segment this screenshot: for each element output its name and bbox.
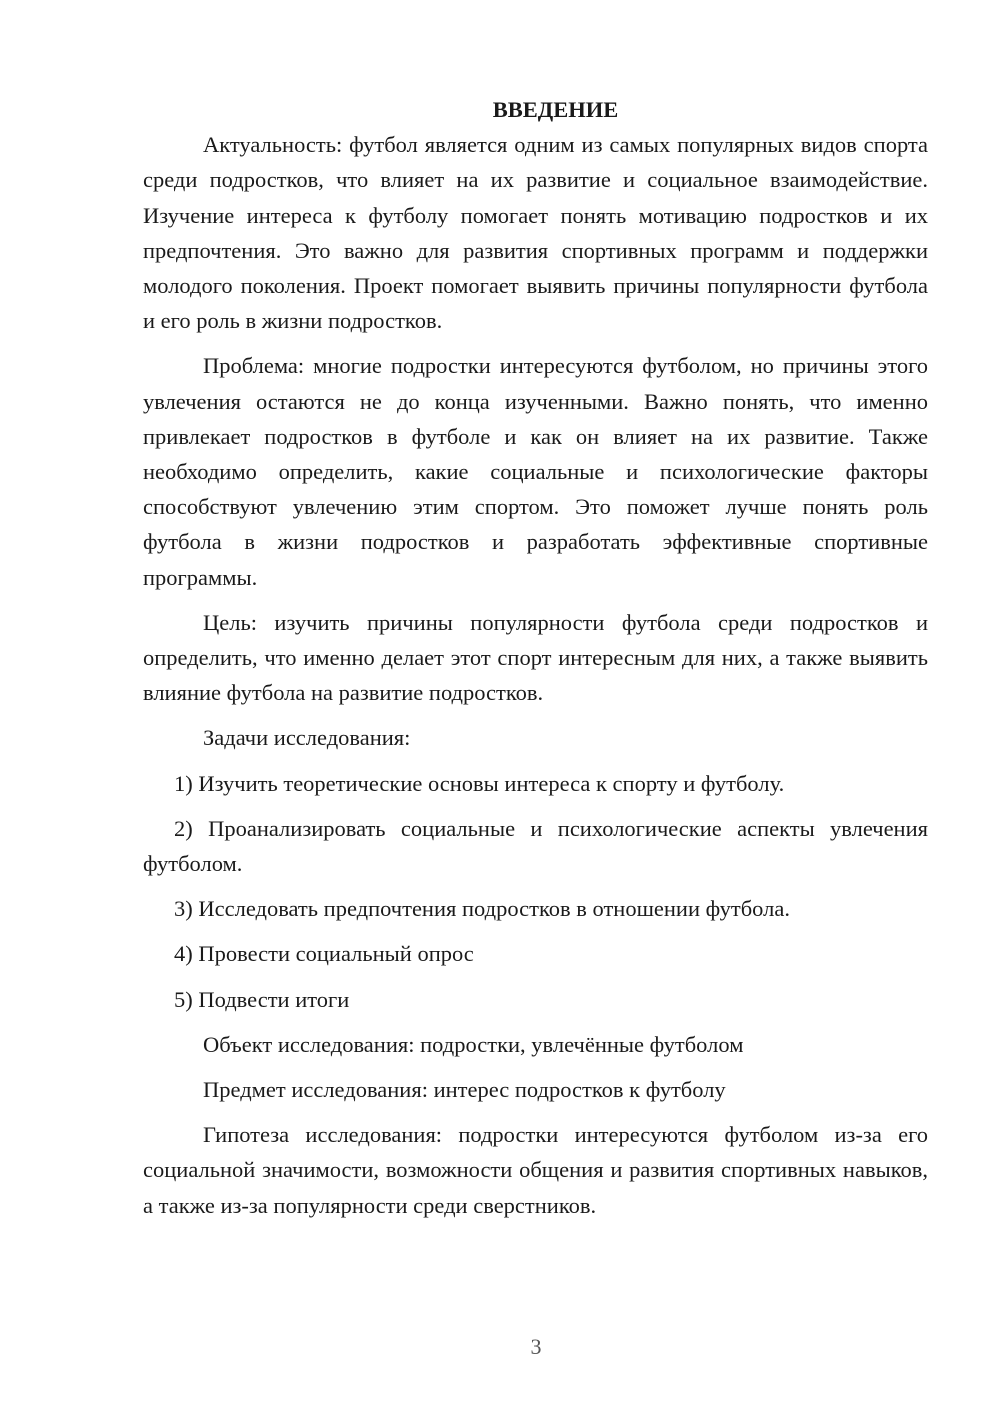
goal-paragraph: Цель: изучить причины популярности футбола среди подростков и определить, что именно делает этот спорт интересным для них, а также выявить влияние футбола на развитие подростков. — [143, 609, 928, 706]
list-item: 1) Изучить теоретические основы интереса к спорту и футболу. — [174, 770, 785, 796]
tasks-list — [143, 766, 928, 1017]
list-item: 3) Исследовать предпочтения подростков в отношении футбола. — [174, 896, 790, 922]
relevance-paragraph: Актуальность: футбол является одним из самых популярных видов спорта среди подростков, что влияет на их развитие и социальное взаимодействие. Изучение интереса к футболу помогает понять мотивацию подростков и их предпочтения. Это важно для развития спортивных программ и поддержки молодого поколения. Проект помогает выявить причины популярности футбола и его роль в жизни подростков. — [143, 132, 928, 334]
hypothesis-paragraph: Гипотеза исследования: подростки интересуются футболом из-за его социальной значимости, возможности общения и развития спортивных навыков, а также из-за популярности среди сверстников. — [143, 1122, 928, 1218]
object-paragraph: Объект исследования: подростки, увлечённые футболом — [203, 1031, 744, 1057]
section-heading: ВВЕДЕНИЕ — [492, 97, 619, 122]
list-item: 2) Проанализировать социальные и психологические аспекты увлечения футболом. — [143, 815, 928, 877]
list-item: 4) Провести социальный опрос — [174, 941, 474, 967]
page-content — [143, 92, 928, 1223]
subject-paragraph: Предмет исследования: интерес подростков к футболу — [203, 1077, 726, 1103]
list-item: 5) Подвести итоги — [174, 986, 350, 1012]
page-number: 3 — [530, 1334, 542, 1359]
tasks-title: Задачи исследования: — [203, 725, 411, 751]
problem-paragraph: Проблема: многие подростки интересуются футболом, но причины этого увлечения остаются не до конца изученными. Важно понять, что именно привлекает подростков в футболе и как он влияет на их развитие. Также необходимо определить, какие социальные и психологические факторы способствуют увлечению этим спортом. Это поможет лучше понять роль футбола в жизни подростков и разработать эффективные спортивные программы. — [143, 353, 928, 590]
